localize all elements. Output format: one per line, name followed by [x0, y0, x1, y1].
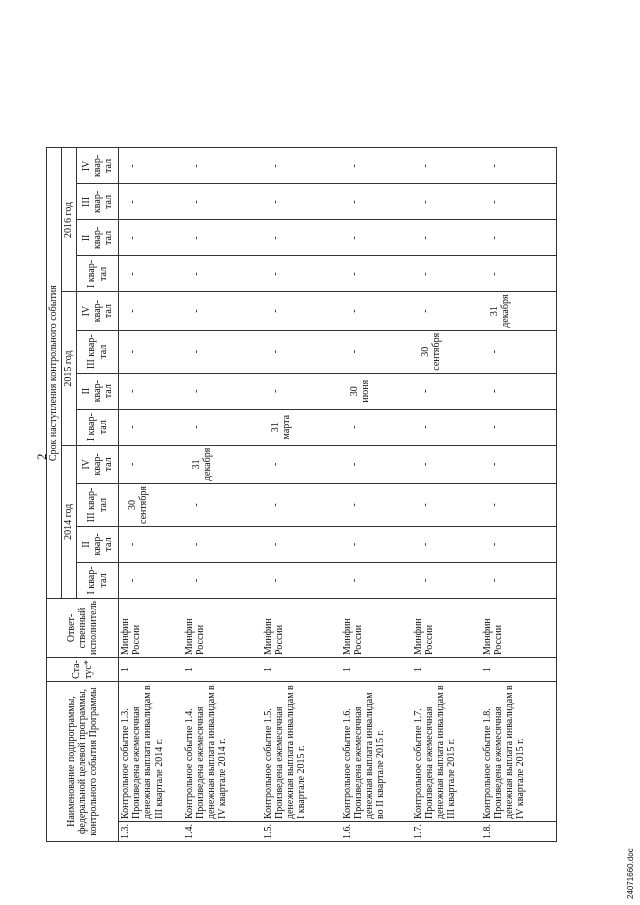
event-name: Контрольное событие 1.3. Произведена ежемесячная денежная выплата инвалидам в III квартале 2014 г. — [119, 682, 183, 822]
control-events-table — [46, 147, 557, 842]
row-number: 1.4. — [183, 822, 262, 842]
quarter-cell: - — [183, 256, 262, 292]
quarter-cell — [341, 373, 412, 409]
quarter-cell: - — [183, 220, 262, 256]
quarter-cell: - — [183, 526, 262, 562]
quarter-cell: - — [481, 484, 557, 527]
quarter-cell: - — [341, 184, 412, 220]
responsible-executor: Минфин России — [341, 598, 412, 657]
quarter-cell: - — [412, 184, 481, 220]
header-quarter: I квар-тал — [77, 562, 119, 598]
header-year: 2016 год — [62, 148, 77, 292]
table-row — [412, 148, 481, 842]
event-month: сентября — [138, 486, 150, 524]
header-year: 2015 год — [62, 292, 77, 445]
quarter-cell: - — [262, 330, 341, 373]
quarter-cell: - — [481, 330, 557, 373]
table-row — [341, 148, 412, 842]
quarter-cell: - — [183, 562, 262, 598]
header-year: 2014 год — [62, 445, 77, 598]
header-quarter: II квар-тал — [77, 220, 119, 256]
header-quarter: IV квар-тал — [77, 445, 119, 483]
responsible-executor: Минфин России — [262, 598, 341, 657]
event-name: Контрольное событие 1.5. Произведена ежемесячная денежная выплата инвалидам в I квартале 2015 г. — [262, 682, 341, 822]
responsible-executor: Минфин России — [183, 598, 262, 657]
event-month: сентября — [430, 332, 442, 371]
event-day: 31 — [190, 459, 202, 470]
event-name: Контрольное событие 1.7. Произведена ежемесячная денежная выплата инвалидам в III квартале 2015 г. — [412, 682, 481, 822]
row-number: 1.8. — [481, 822, 557, 842]
quarter-cell: - — [183, 409, 262, 445]
quarter-cell: - — [119, 220, 183, 256]
status-value: 1 — [119, 658, 183, 682]
quarter-cell: - — [341, 330, 412, 373]
quarter-cell: - — [341, 562, 412, 598]
quarter-cell — [119, 484, 183, 527]
quarter-cell: - — [119, 330, 183, 373]
quarter-cell: - — [341, 292, 412, 330]
quarter-cell: - — [412, 409, 481, 445]
quarter-cell: - — [412, 445, 481, 483]
status-value: 1 — [183, 658, 262, 682]
quarter-cell: - — [412, 148, 481, 184]
quarter-cell: - — [119, 526, 183, 562]
quarter-cell: - — [481, 373, 557, 409]
event-month: декабря — [499, 294, 511, 328]
event-month: июня — [359, 379, 371, 403]
quarter-cell: - — [262, 148, 341, 184]
table-row — [262, 148, 341, 842]
responsible-executor: Минфин России — [412, 598, 481, 657]
header-quarter: III квар-тал — [77, 484, 119, 527]
quarter-cell: - — [341, 256, 412, 292]
quarter-cell: - — [183, 484, 262, 527]
quarter-cell: - — [183, 373, 262, 409]
quarter-cell: - — [119, 256, 183, 292]
event-day: 30 — [127, 500, 138, 510]
quarter-cell: - — [412, 256, 481, 292]
row-number: 1.3. — [119, 822, 183, 842]
quarter-cell: - — [183, 330, 262, 373]
quarter-cell: - — [262, 484, 341, 527]
quarter-cell: - — [119, 562, 183, 598]
event-month: марта — [280, 414, 292, 440]
quarter-cell: - — [341, 526, 412, 562]
header-quarter: III квар-тал — [77, 330, 119, 373]
quarter-cell: - — [183, 184, 262, 220]
status-value: 1 — [412, 658, 481, 682]
event-name: Контрольное событие 1.4. Произведена ежемесячная денежная выплата инвалидам в IV квартале 2014 г. — [183, 682, 262, 822]
event-name: Контрольное событие 1.6. Произведена ежемесячная денежная выплата инвалидам во II квартале 2015 г. — [341, 682, 412, 822]
quarter-cell: - — [262, 184, 341, 220]
status-value: 1 — [341, 658, 412, 682]
responsible-executor: Минфин России — [481, 598, 557, 657]
event-day: 30 — [419, 346, 431, 357]
quarter-cell: - — [412, 292, 481, 330]
quarter-cell: - — [119, 292, 183, 330]
event-day: 30 — [348, 386, 360, 397]
status-value: 1 — [262, 658, 341, 682]
header-quarter: II квар-тал — [77, 373, 119, 409]
header-deadline: Срок наступления контрольного события — [47, 148, 62, 599]
header-name: Наименование подпрограммы, федеральной целевой программы, контрольного события Программы — [47, 682, 119, 842]
quarter-cell: - — [262, 220, 341, 256]
table-row — [183, 148, 262, 842]
quarter-cell — [262, 409, 341, 445]
quarter-cell: - — [119, 445, 183, 483]
footer-filename: 24071660.doc — [626, 848, 635, 899]
quarter-cell: - — [481, 445, 557, 483]
quarter-cell: - — [481, 256, 557, 292]
header-quarter: I квар-тал — [77, 409, 119, 445]
quarter-cell: - — [412, 562, 481, 598]
event-day: 31 — [488, 306, 500, 317]
quarter-cell: - — [341, 484, 412, 527]
quarter-cell: - — [119, 184, 183, 220]
quarter-cell: - — [262, 373, 341, 409]
quarter-cell: - — [481, 562, 557, 598]
quarter-cell — [183, 445, 262, 483]
quarter-cell: - — [412, 220, 481, 256]
quarter-cell: - — [262, 445, 341, 483]
quarter-cell: - — [341, 148, 412, 184]
quarter-cell — [412, 330, 481, 373]
page-number: 2 — [34, 453, 49, 460]
header-quarter: II квар-тал — [77, 526, 119, 562]
row-number: 1.5. — [262, 822, 341, 842]
quarter-cell: - — [262, 256, 341, 292]
table-row — [119, 148, 183, 842]
quarter-cell: - — [262, 292, 341, 330]
header-quarter: I квар-тал — [77, 256, 119, 292]
quarter-cell: - — [481, 526, 557, 562]
quarter-cell: - — [412, 526, 481, 562]
quarter-cell: - — [481, 409, 557, 445]
event-day: 31 — [269, 422, 281, 433]
quarter-cell: - — [341, 409, 412, 445]
quarter-cell: - — [481, 220, 557, 256]
quarter-cell: - — [119, 148, 183, 184]
event-name: Контрольное событие 1.8. Произведена ежемесячная денежная выплата инвалидам в IV квартале 2015 г. — [481, 682, 557, 822]
header-quarter: IV квар-тал — [77, 148, 119, 184]
quarter-cell: - — [262, 562, 341, 598]
quarter-cell: - — [412, 484, 481, 527]
responsible-executor: Минфин России — [119, 598, 183, 657]
header-quarter: III квар-тал — [77, 184, 119, 220]
quarter-cell: - — [119, 373, 183, 409]
quarter-cell: - — [119, 409, 183, 445]
quarter-cell: - — [183, 148, 262, 184]
header-responsible: Ответ-ственный исполнитель — [47, 598, 119, 657]
quarter-cell: - — [412, 373, 481, 409]
quarter-cell: - — [481, 148, 557, 184]
row-number: 1.6. — [341, 822, 412, 842]
quarter-cell: - — [481, 184, 557, 220]
row-number: 1.7. — [412, 822, 481, 842]
header-quarter: IV квар-тал — [77, 292, 119, 330]
quarter-cell: - — [262, 526, 341, 562]
status-value: 1 — [481, 658, 557, 682]
header-status: Ста-тус* — [47, 658, 119, 682]
table-row — [481, 148, 557, 842]
quarter-cell — [481, 292, 557, 330]
quarter-cell: - — [183, 292, 262, 330]
event-month: декабря — [201, 447, 213, 482]
quarter-cell: - — [341, 445, 412, 483]
quarter-cell: - — [341, 220, 412, 256]
